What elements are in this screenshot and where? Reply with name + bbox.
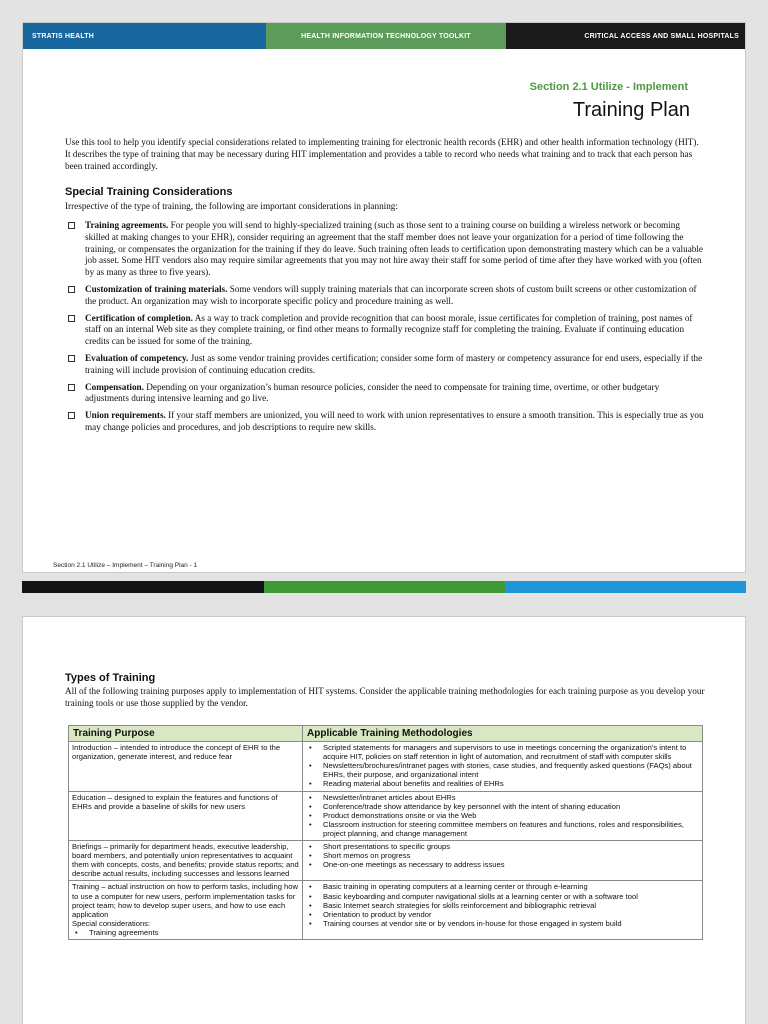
- consideration-item: [65, 353, 705, 377]
- methods-cell: [303, 881, 703, 940]
- method-item: • Basic keyboarding and computer navigational skills at a learning center or with a software tool: [306, 892, 699, 901]
- special-consideration-item: • Training agreements: [72, 928, 299, 937]
- checkbox-icon: [68, 384, 75, 391]
- method-item: • Short memos on progress: [306, 851, 699, 860]
- consideration-term: Compensation.: [85, 381, 144, 392]
- special-considerations-lead: Irrespective of the type of training, the following are important considerations in planning:: [65, 201, 398, 211]
- purpose-cell: Education – designed to explain the features and functions of EHRs and provide a baseline of skills for new users: [69, 791, 303, 840]
- method-item: • Conference/trade show attendance by key personnel with the intent of sharing education: [306, 802, 699, 811]
- methods-cell: [303, 841, 703, 881]
- page-footer: Section 2.1 Utilize – Implement – Training Plan - 1: [53, 562, 198, 569]
- types-of-training-heading: Types of Training: [65, 672, 156, 684]
- consideration-item: [65, 410, 705, 434]
- method-item: • Training courses at vendor site or by vendors in-house for those engaged in system build: [306, 919, 699, 928]
- method-item: • Reading material about benefits and realities of EHRs: [306, 779, 699, 788]
- divider-segment: [264, 581, 505, 593]
- header-org: STRATIS HEALTH: [23, 23, 266, 49]
- header-toolkit: HEALTH INFORMATION TECHNOLOGY TOOLKIT: [266, 23, 506, 49]
- consideration-item: [65, 284, 705, 308]
- checkbox-icon: [68, 412, 75, 419]
- table-row: [69, 841, 703, 881]
- consideration-text: Some vendors will supply training materials that can incorporate screen shots of custom built screens or other customization of the product. An organization may wish to incorporate specific policy and procedure training as well.: [85, 283, 697, 306]
- purpose-text: Training – actual instruction on how to perform tasks, including how to use a computer for new users, perform implementation tasks for project team; how to develop super users, and how to use each application: [72, 882, 298, 919]
- method-item: • Short presentations to specific groups: [306, 842, 699, 851]
- table-row: [69, 742, 703, 791]
- training-table: [68, 725, 703, 940]
- header-audience: CRITICAL ACCESS AND SMALL HOSPITALS: [506, 23, 746, 49]
- page-title: Training Plan: [572, 99, 690, 121]
- divider-segment: [22, 581, 264, 593]
- consideration-term: Union requirements.: [85, 410, 166, 421]
- consideration-text: Depending on your organization’s human resource policies, consider the need to compensate for training time, overtime, or other budgetary adjustments during intensive learning and go live.: [85, 381, 660, 404]
- special-considerations-label: Special considerations:: [72, 918, 151, 928]
- method-item: • One-on-one meetings as necessary to address issues: [306, 860, 699, 869]
- method-item: • Classroom instruction for steering committee members on features and functions, roles and responsibilities, project planning, and change management: [306, 820, 699, 838]
- table-header-row: [69, 726, 703, 742]
- document-page-2: [22, 616, 746, 1024]
- purpose-cell: Briefings – primarily for department heads, executive leadership, board members, and potentially union representatives to acquaint them with concepts, costs, and benefits; provide status reports; and describe actual results, including successes and lessons learned: [69, 841, 303, 881]
- method-item: • Scripted statements for managers and supervisors to use in meetings concerning the organization’s intent to acquire HIT, policies on staff retention in light of automation, and recruitment of staff with computer skills: [306, 743, 699, 761]
- checkbox-icon: [68, 222, 75, 229]
- table-row: [69, 881, 703, 940]
- consideration-term: Customization of training materials.: [85, 283, 228, 294]
- considerations-list: [65, 220, 705, 439]
- method-item: • Basic training in operating computers at a learning center or through e-learning: [306, 882, 699, 891]
- purpose-cell: [69, 881, 303, 940]
- methods-cell: [303, 791, 703, 840]
- method-item: • Newsletter/intranet articles about EHRs: [306, 793, 699, 802]
- consideration-term: Evaluation of competency.: [85, 352, 189, 363]
- intro-paragraph: Use this tool to help you identify special considerations related to implementing training for electronic health records (EHR) and other health information technology (HIT). It describes the type of training that may be necessary during HIT implementation and provides a table to record who needs what training and to track that each person has been trained accordingly.: [65, 137, 699, 171]
- method-item: • Product demonstrations onsite or via the Web: [306, 811, 699, 820]
- consideration-item: [65, 313, 705, 348]
- consideration-term: Certification of completion.: [85, 312, 193, 323]
- special-considerations-heading: Special Training Considerations: [65, 186, 233, 198]
- methods-cell: [303, 742, 703, 791]
- column-header-methodologies: Applicable Training Methodologies: [303, 726, 703, 742]
- method-item: • Orientation to product by vendor: [306, 910, 699, 919]
- consideration-text: Just as some vendor training provides certification; consider some form of mastery or competency assurance for end users, especially if the training will include provision of continuing education credits.: [85, 352, 703, 375]
- checkbox-icon: [68, 286, 75, 293]
- consideration-item: [65, 382, 705, 406]
- method-item: • Basic Internet search strategies for skills reinforcement and bibliographic retrieval: [306, 901, 699, 910]
- types-of-training-lead: All of the following training purposes apply to implementation of HIT systems. Consider the applicable training methodologies for each training purpose as you develop your training tools or use those supplied by the vendor.: [65, 686, 705, 708]
- column-header-purpose: Training Purpose: [69, 726, 303, 742]
- page-divider-bar: [22, 581, 746, 593]
- consideration-text: As a way to track completion and provide recognition that can boost morale, issue certificates for completion of training, post names of staff on an internal Web site as they complete training, or find other means to formally recognize staff for completing the training. Evaluate if continuing education credits can be issued for some of the training.: [85, 312, 693, 347]
- checkbox-icon: [68, 355, 75, 362]
- page-header: [23, 23, 746, 49]
- section-tag: Section 2.1 Utilize - Implement: [529, 81, 688, 93]
- consideration-term: Training agreements.: [85, 220, 169, 230]
- method-item: • Newsletters/brochures/intranet pages with stories, case studies, and frequently asked questions (FAQs) about EHRs, their purpose, and organizational intent: [306, 761, 699, 779]
- divider-segment: [505, 581, 746, 593]
- consideration-item: [65, 220, 705, 279]
- document-page-1: [22, 22, 746, 573]
- table-row: [69, 791, 703, 840]
- purpose-cell: Introduction – intended to introduce the concept of EHR to the organization, generate interest, and reduce fear: [69, 742, 303, 791]
- checkbox-icon: [68, 315, 75, 322]
- consideration-text: If your staff members are unionized, you will need to work with union representatives to ensure a smooth transition. This is especially true as you may change policies and procedures, and job descriptions to require new skills.: [85, 410, 704, 432]
- consideration-text: For people you will send to highly-specialized training (such as those sent to a training course on building a wireless network or becoming skilled at making changes to your EHR), consider requiring an agreement that the staff member does not leave your organization for a period of time following the training, or compensates the organization for the training if they do leave. Such training often leads to certification upon demonstrating mastery which can be a valuable job asset. Some HIT vendors also may require similar agreements that you may not hire away their staff for some period of time after they have worked with you (often by as many as three to five years).: [85, 220, 704, 278]
